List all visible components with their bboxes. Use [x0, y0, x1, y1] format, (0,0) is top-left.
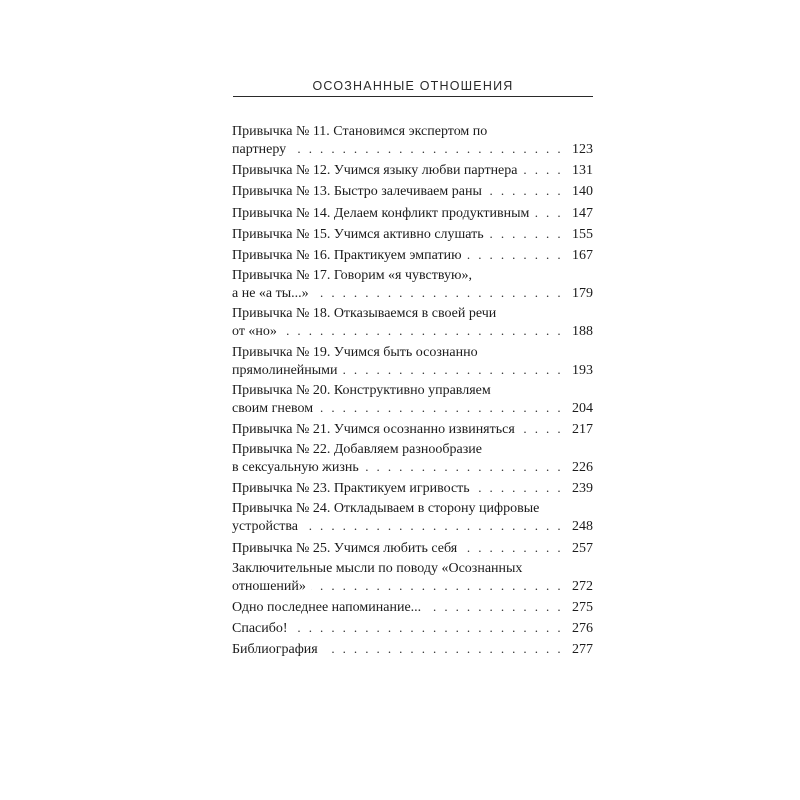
toc-entry-line [232, 344, 593, 361]
toc-entry-title: Библиография [232, 642, 318, 658]
table-of-contents [232, 123, 593, 662]
toc-entry[interactable] [232, 246, 593, 263]
toc-entry-title: Одно последнее напоминание... [232, 600, 422, 615]
toc-page-number: 123 [572, 142, 593, 157]
toc-page-number: 131 [572, 163, 593, 179]
toc-entry-title: прямолинейными [232, 362, 338, 378]
dot-leader [291, 140, 563, 157]
toc-page-number: 155 [572, 226, 593, 242]
toc-page-number: 147 [572, 205, 593, 221]
toc-page-number: 226 [572, 460, 593, 476]
toc-entry[interactable] [232, 344, 593, 378]
toc-page-number: 204 [572, 400, 593, 416]
dot-leader [523, 161, 564, 178]
toc-entry-line [232, 382, 593, 399]
dot-leader [311, 577, 563, 594]
toc-entry-line [232, 517, 593, 534]
toc-entry-line [232, 182, 593, 199]
toc-page-number: 276 [572, 621, 593, 637]
dot-leader [475, 479, 563, 496]
toc-entry-title: от «но» [232, 324, 277, 340]
toc-entry-title: своим гневом [232, 400, 314, 416]
toc-entry-title: Привычка № 20. Конструктивно управляем [232, 382, 491, 398]
toc-entry-line [232, 619, 593, 636]
toc-entry[interactable] [232, 204, 593, 221]
toc-entry[interactable] [232, 305, 593, 339]
toc-entry-title: Привычка № 11. Становимся экспертом по [232, 124, 488, 139]
toc-entry[interactable] [232, 479, 593, 496]
dot-leader [303, 517, 563, 534]
dot-leader [293, 619, 563, 636]
toc-entry-line [232, 539, 593, 556]
toc-page-number: 272 [572, 578, 593, 594]
toc-entry[interactable] [232, 420, 593, 437]
dot-leader [534, 204, 563, 221]
toc-entry-line [232, 305, 593, 322]
toc-entry-line [232, 500, 593, 517]
dot-leader [462, 539, 563, 556]
dot-leader [318, 399, 563, 416]
toc-entry-line [232, 361, 593, 378]
toc-page-number: 140 [572, 184, 593, 200]
dot-leader [467, 246, 563, 263]
toc-entry-line [232, 204, 593, 221]
toc-entry-title: Привычка № 18. Отказываемся в своей речи [232, 306, 497, 322]
dot-leader [343, 361, 563, 378]
running-head: ОСОЗНАННЫЕ ОТНОШЕНИЯ [312, 79, 514, 93]
toc-entry-line [232, 640, 593, 657]
toc-entry[interactable] [232, 598, 593, 615]
toc-entry-title: Привычка № 23. Практикуем игривость [232, 481, 470, 497]
dot-leader [323, 640, 563, 657]
toc-entry-title: Заключительные мысли по поводу «Осознанных [232, 560, 523, 576]
toc-entry-line [232, 399, 593, 416]
toc-entry[interactable] [232, 382, 593, 416]
toc-page-number: 275 [572, 600, 593, 615]
toc-entry-line [232, 246, 593, 263]
toc-entry[interactable] [232, 225, 593, 242]
toc-page-number: 277 [572, 642, 593, 658]
toc-page-number: 179 [572, 286, 593, 302]
toc-entry-line [232, 577, 593, 594]
toc-page-number: 167 [572, 247, 593, 263]
toc-entry-title: Привычка № 19. Учимся быть осознанно [232, 344, 478, 360]
toc-entry[interactable] [232, 123, 593, 157]
toc-entry-line [232, 458, 593, 475]
dot-leader [489, 225, 563, 242]
toc-entry-title: устройства [232, 519, 298, 535]
toc-entry-title: Привычка № 17. Говорим «я чувствую», [232, 268, 472, 284]
toc-entry-title: Привычка № 15. Учимся активно слушать [232, 226, 484, 242]
toc-entry-line [232, 441, 593, 458]
toc-entry-title: Привычка № 24. Откладываем в сторону цифровые [232, 501, 540, 517]
toc-entry[interactable] [232, 539, 593, 556]
toc-entry-line [232, 161, 593, 178]
dot-leader [487, 182, 563, 199]
toc-entry-title: Привычка № 22. Добавляем разнообразие [232, 442, 482, 458]
toc-page-number: 217 [572, 421, 593, 437]
toc-entry-title: отношений» [232, 578, 306, 594]
toc-entry-line [232, 322, 593, 339]
toc-entry-line [232, 598, 593, 615]
header-rule [233, 96, 593, 97]
toc-entry-line [232, 140, 593, 157]
toc-entry-title: Привычка № 13. Быстро залечиваем раны [232, 184, 482, 200]
toc-entry-title: Привычка № 16. Практикуем эмпатию [232, 247, 462, 263]
toc-entry-title: Привычка № 12. Учимся языку любви партнера [232, 163, 518, 179]
toc-entry-line [232, 560, 593, 577]
dot-leader [520, 420, 563, 437]
toc-entry-line [232, 420, 593, 437]
toc-entry[interactable] [232, 161, 593, 178]
toc-entry-title: Привычка № 14. Делаем конфликт продуктивным [232, 205, 530, 221]
toc-entry[interactable] [232, 441, 593, 475]
toc-entry-title: в сексуальную жизнь [232, 460, 359, 476]
dot-leader [364, 458, 563, 475]
toc-entry-line [232, 123, 593, 140]
dot-leader [426, 598, 563, 615]
toc-page-number: 239 [572, 481, 593, 497]
toc-entry[interactable] [232, 640, 593, 657]
toc-entry[interactable] [232, 500, 593, 534]
toc-entry-line [232, 284, 593, 301]
toc-entry-line [232, 479, 593, 496]
toc-entry-title: партнеру [232, 142, 287, 157]
toc-page-number: 188 [572, 324, 593, 340]
toc-entry[interactable] [232, 267, 593, 301]
toc-entry-title: Спасибо! [232, 621, 288, 637]
dot-leader [282, 322, 563, 339]
toc-entry-title: Привычка № 25. Учимся любить себя [232, 540, 458, 556]
toc-entry[interactable] [232, 619, 593, 636]
toc-entry[interactable] [232, 560, 593, 594]
toc-page-number: 193 [572, 362, 593, 378]
toc-entry-title: Привычка № 21. Учимся осознанно извиняться [232, 421, 515, 437]
toc-entry-title: а не «а ты...» [232, 286, 309, 302]
toc-page-number: 248 [572, 519, 593, 535]
toc-page-number: 257 [572, 540, 593, 556]
toc-entry-line [232, 225, 593, 242]
toc-entry[interactable] [232, 182, 593, 199]
dot-leader [314, 284, 563, 301]
toc-entry-line [232, 267, 593, 284]
